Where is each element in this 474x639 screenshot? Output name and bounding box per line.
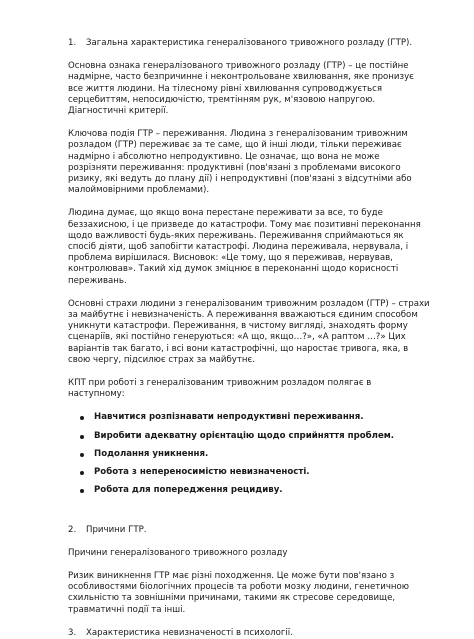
list-item: [80, 467, 430, 478]
spacer: [68, 509, 430, 525]
paragraph: Основна ознака генералізованого тривожного розладу (ГТР) – це постійне надмірне, часто безпричинне і неконтрольоване хвилювання, яке пронизує все життя людини. На тілесному рівні хвилювання супроводжується серцебиттям, непосидючістю, тремтінням рук, м'язовою напругою. Діагностичні критерії.: [68, 61, 414, 117]
section-2-number: 2.: [68, 524, 77, 535]
list-item-text: Навчитися розпізнавати непродуктивні переживання.: [94, 412, 364, 423]
section-3-heading: [68, 628, 430, 639]
bullet-icon: [80, 471, 84, 475]
list-item-text: Виробити адекватну орієнтацію щодо сприйняття проблем.: [94, 430, 395, 441]
paragraph: Ключова подія ГТР – переживання. Людина з генералізованим тривожним розладом (ГТР) переживає за те саме, що й інші люди, тільки переживає надмірно і абсолютно непродуктивно. Це означає, що вона не може розрізняти переживання: продуктивні (пов'язані з проблемами високого ризику, які ведуть до плану дії) і непродуктивні (пов'язані з відсутніми або малоймовірними проблемами).: [68, 129, 412, 196]
section-1-heading: [68, 38, 430, 49]
section-1-title: Загальна характеристика генералізованого тривожного розладу (ГТР).: [86, 38, 413, 48]
section-3-title: Характеристика невизначеності в психології.: [86, 627, 293, 638]
list-item: [80, 412, 430, 423]
section-2-heading: [68, 525, 430, 536]
bullet-icon: [80, 489, 84, 493]
paragraph: Основні страхи людини з генералізованим тривожним розладом (ГТР) – страхи за майбутнє і невизначеність. А переживання вважаються єдиним способом уникнути катастрофи. Переживання, в чистому вигляді, знаходять форму сценаріїв, які постійно генеруються: «А що, якщо…?», «А раптом …?» Цих варіантів так багато, і всі вони катастрофічні, що наростає тривога, яка, в свою чергу, підсилює страх за майбутнє.: [68, 298, 430, 365]
bullet-icon: [80, 435, 84, 439]
bullet-icon: [80, 416, 84, 420]
list-item-text: Робота для попередження рецидиву.: [94, 485, 283, 496]
bullet-icon: [80, 453, 84, 457]
list-item-text: Робота з непереносимістю невизначеності.: [94, 467, 310, 478]
paragraph: Ризик виникнення ГТР має різні походження. Це може бути пов'язано з особливостями біологічних процесів та роботи мозку людини, генетичною схильністю та зовнішніми причинами, такими як стресове середовище, травматичні події та інші.: [68, 570, 410, 615]
section-2-title: Причини ГТР.: [86, 524, 147, 535]
list-item-text: Подолання уникнення.: [94, 448, 209, 459]
section-3-number: 3.: [68, 627, 77, 638]
list-item: [80, 485, 430, 496]
paragraph: Людина думає, що якщо вона перестане переживати за все, то буде беззахисною, і це призведе до катастрофи. Тому має позитивні переконання щодо важливості будь-яких переживань. Переживання сприймаються як спосіб діяти, щоб запобігти катастрофі. Людина переживала, нервувала, і проблема вирішилася. Висновок: «Це тому, що я переживав, нервував, контролював». Такий хід думок зміцнює в переконанні щодо корисності переживань.: [68, 208, 421, 286]
bullet-list: [68, 412, 430, 496]
paragraph: КПТ при роботі з генералізованим тривожним розладом полягає в наступному:: [68, 378, 372, 400]
paragraph: Причини генералізованого тривожного розладу: [68, 547, 288, 558]
list-item: [80, 431, 430, 442]
section-1-number: 1.: [68, 38, 77, 48]
list-item: [80, 449, 430, 460]
